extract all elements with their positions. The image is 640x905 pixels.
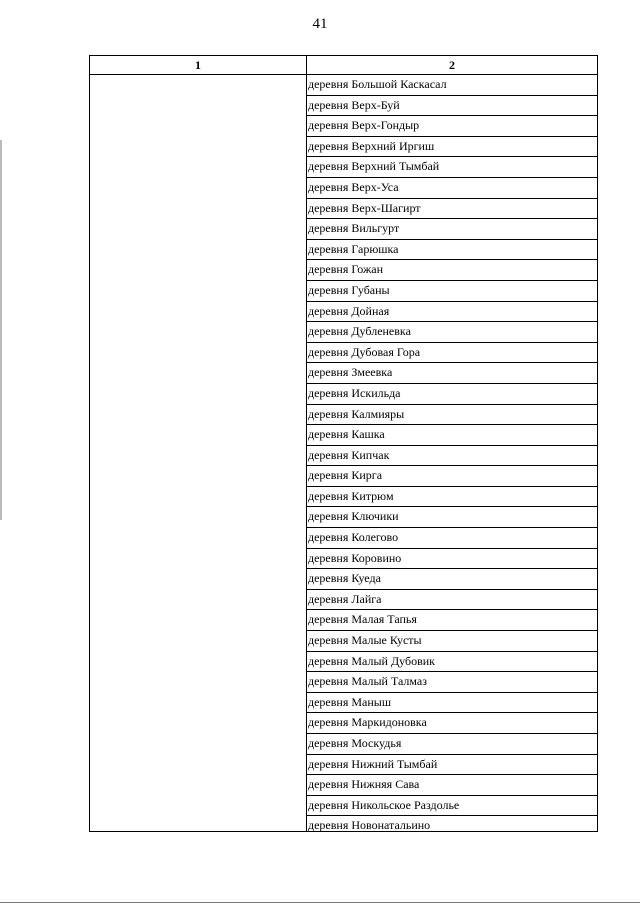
header-col-2: 2: [449, 58, 455, 72]
table-row: деревня Маныш: [307, 693, 597, 714]
table-row: деревня Коровино: [307, 549, 597, 570]
table-row: деревня Дойная: [307, 302, 597, 323]
table-row: деревня Ключики: [307, 507, 597, 528]
table-row: деревня Малый Талмаз: [307, 672, 597, 693]
table-row: деревня Маркидоновка: [307, 713, 597, 734]
table-row: деревня Дубовая Гора: [307, 343, 597, 364]
scan-left-edge: [0, 140, 2, 520]
table-row: деревня Кирга: [307, 466, 597, 487]
table-row: деревня Лайга: [307, 590, 597, 611]
table-row: деревня Гарюшка: [307, 240, 597, 261]
table-row: деревня Гожан: [307, 260, 597, 281]
table-row: деревня Калмияры: [307, 405, 597, 426]
table-row: деревня Нижний Тымбай: [307, 755, 597, 776]
table-row: деревня Вильгурт: [307, 219, 597, 240]
scan-bottom-edge: [0, 902, 640, 903]
table-row: деревня Малая Тапья: [307, 610, 597, 631]
table-row: деревня Верхний Иргиш: [307, 137, 597, 158]
table-row: деревня Верхний Тымбай: [307, 157, 597, 178]
table-row: деревня Нижняя Сава: [307, 775, 597, 796]
table-row: деревня Китрюм: [307, 487, 597, 508]
table-row: деревня Верх-Уса: [307, 178, 597, 199]
table-row: деревня Верх-Гондыр: [307, 116, 597, 137]
table-row: деревня Змеевка: [307, 363, 597, 384]
table-row: деревня Верх-Буй: [307, 96, 597, 117]
table-row: деревня Куеда: [307, 569, 597, 590]
table-row: деревня Искильда: [307, 384, 597, 405]
header-col-1: 1: [195, 58, 201, 72]
table-row: деревня Новонатальино: [308, 818, 431, 833]
table-row: деревня Колегово: [307, 528, 597, 549]
table-row: деревня Малые Кусты: [307, 631, 597, 652]
table-row: деревня Верх-Шагирт: [307, 199, 597, 220]
table-row: деревня Дубленевка: [307, 322, 597, 343]
table-row: деревня Большой Каскасал: [307, 75, 597, 96]
table-row: деревня Никольское Раздолье: [307, 796, 597, 817]
table-row: деревня Кипчак: [307, 446, 597, 467]
settlements-table: [89, 55, 598, 832]
table-row: деревня Кашка: [307, 425, 597, 446]
table-header: [90, 56, 597, 75]
table-row: деревня Малый Дубовик: [307, 652, 597, 673]
table-row: деревня Москудья: [307, 734, 597, 755]
table-body: [307, 75, 597, 831]
page-number: 41: [312, 16, 328, 32]
table-row: деревня Губаны: [307, 281, 597, 302]
